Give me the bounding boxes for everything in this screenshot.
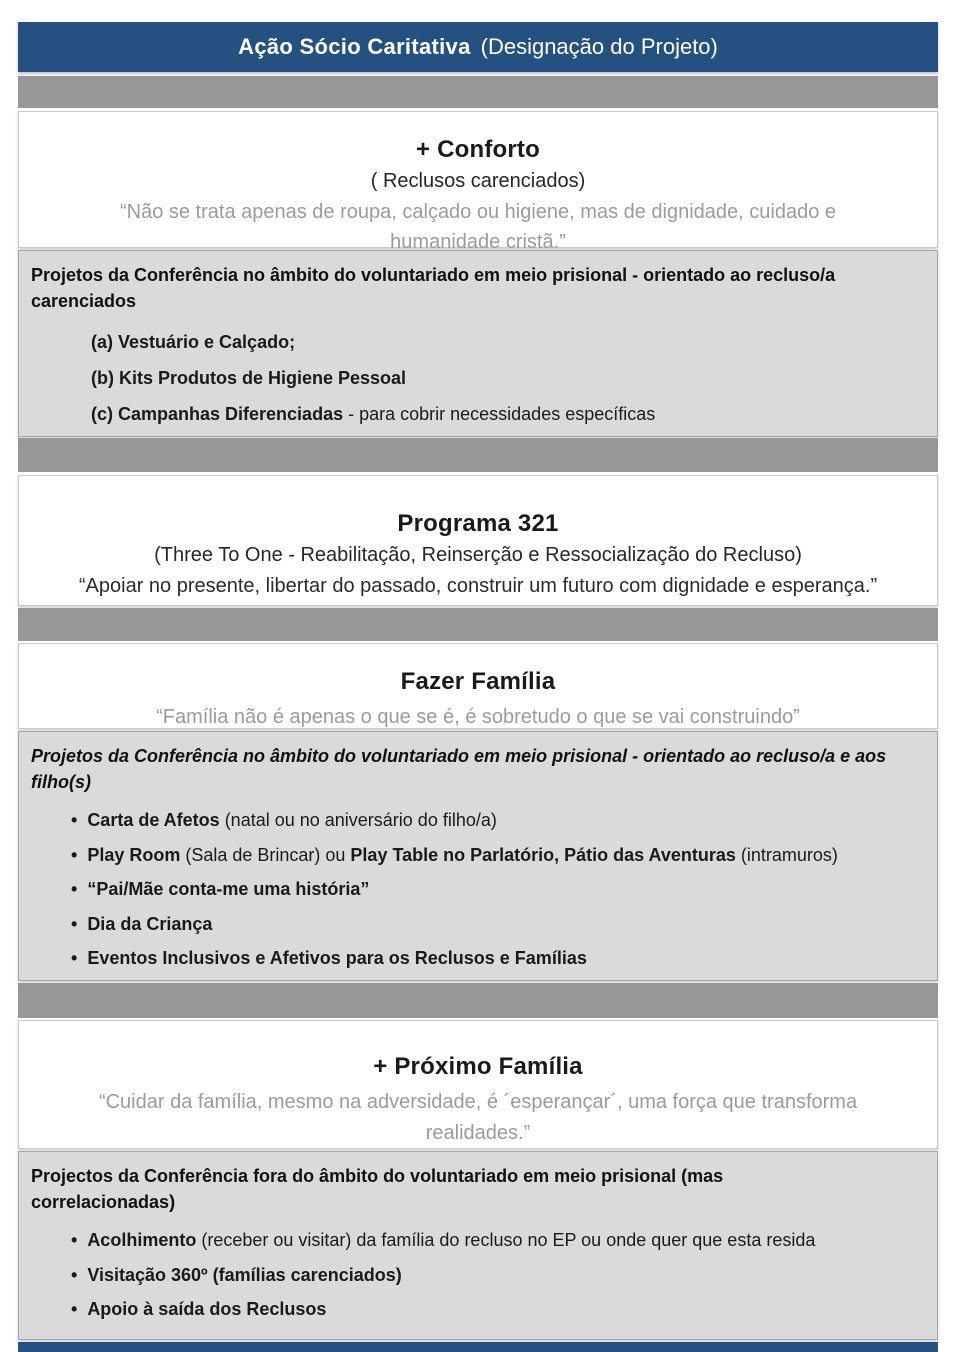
list-item-text: Carta de Afetos xyxy=(87,810,220,831)
list-item-text: - para cobrir necessidades específicas xyxy=(343,404,656,425)
list-item xyxy=(71,810,925,832)
list-item xyxy=(91,404,925,425)
list-item-text: “Pai/Mãe conta-me uma história” xyxy=(87,879,370,900)
section-quote-fazer: “Família não é apenas o que se é, é sobretudo o que se vai construindo” xyxy=(156,706,800,728)
list-item-text: Play Room xyxy=(87,844,181,865)
bullet-icon: • xyxy=(71,844,78,865)
project-title-bar xyxy=(18,22,938,72)
section-programa-321 xyxy=(18,475,938,606)
list-item-text: Dia da Criança xyxy=(87,913,213,934)
list-item-text: Apoio à saída dos Reclusos xyxy=(87,1299,327,1320)
section-title-conforto: + Conforto xyxy=(416,136,540,163)
bullet-icon: • xyxy=(71,1264,78,1285)
list-item xyxy=(71,1265,925,1287)
list-item-text: Eventos Inclusivos e Afetivos para os Reclusos e Famílias xyxy=(87,948,587,969)
separator-band xyxy=(18,608,938,641)
projects-box-fazer xyxy=(18,731,938,981)
list-item xyxy=(71,1299,925,1321)
projects-heading-conforto: Projetos da Conferência no âmbito do voluntariado em meio prisional - orientado ao recluso/a carenciados xyxy=(31,265,836,311)
bullet-icon: • xyxy=(71,1299,78,1320)
section-fazer-familia xyxy=(18,643,938,729)
section-conforto xyxy=(18,111,938,253)
section-quote-conforto: “Não se trata apenas de roupa, calçado ou higiene, mas de dignidade, cuidado e humanidade cristã.” xyxy=(119,201,837,253)
bullet-icon: • xyxy=(71,948,78,969)
list-item-text: (c) Campanhas Diferenciadas xyxy=(91,404,344,425)
section-subtitle-conforto: ( Reclusos carenciados) xyxy=(370,170,586,192)
section-subtitle-programa: (Three To One - Reabilitação, Reinserção e Ressocialização do Recluso) xyxy=(154,544,802,566)
bullet-icon: • xyxy=(71,810,78,831)
list-item xyxy=(71,948,925,970)
list-item-text: (receber ou visitar) da família do recluso no EP ou onde quer que esta resida xyxy=(196,1230,816,1251)
next-section-header-edge xyxy=(18,1342,938,1352)
section-title-proximo: + Próximo Família xyxy=(373,1053,583,1080)
list-item-text: (a) Vestuário e Calçado; xyxy=(91,332,296,353)
projects-list-fazer xyxy=(71,810,925,970)
section-title-fazer: Fazer Família xyxy=(400,668,556,695)
list-item xyxy=(71,914,925,936)
separator-band xyxy=(18,76,938,108)
section-title-programa: Programa 321 xyxy=(397,510,559,537)
list-item-text: (natal ou no aniversário do filho/a) xyxy=(219,810,497,831)
list-item xyxy=(71,879,925,901)
projects-list-proximo xyxy=(71,1230,925,1321)
bullet-icon: • xyxy=(71,1230,78,1251)
separator-band xyxy=(18,983,938,1018)
bullet-icon: • xyxy=(71,913,78,934)
list-item xyxy=(71,845,925,867)
project-title: Ação Sócio Caritativa xyxy=(238,34,471,59)
section-proximo-familia xyxy=(18,1020,938,1149)
projects-heading-fazer: Projetos da Conferência no âmbito do voluntariado em meio prisional - orientado ao recluso/a e aos filho(s) xyxy=(31,746,887,792)
projects-heading-proximo: Projectos da Conferência fora do âmbito do voluntariado em meio prisional (mas correlacionadas) xyxy=(31,1166,724,1212)
list-item xyxy=(91,368,925,389)
list-item-text: (intramuros) xyxy=(735,844,838,865)
list-item-text: Play Table no Parlatório, Pátio das Aventuras xyxy=(350,844,736,865)
list-item-text: Acolhimento xyxy=(87,1230,197,1251)
projects-box-proximo xyxy=(18,1151,938,1340)
project-title-designation: (Designação do Projeto) xyxy=(480,34,718,59)
section-quote-proximo: “Cuidar da família, mesmo na adversidade, é ´esperançar´, uma força que transforma realidades.” xyxy=(98,1091,858,1144)
bullet-icon: • xyxy=(71,879,78,900)
section-quote-programa: “Apoiar no presente, libertar do passado, construir um futuro com dignidade e esperança.” xyxy=(78,575,878,597)
projects-list-conforto xyxy=(91,332,925,425)
list-item-text: (Sala de Brincar) ou xyxy=(180,844,351,865)
list-item xyxy=(71,1230,925,1252)
list-item xyxy=(91,332,925,353)
list-item-text: (b) Kits Produtos de Higiene Pessoal xyxy=(91,368,407,389)
projects-box-conforto xyxy=(18,250,938,437)
separator-band xyxy=(18,438,938,472)
list-item-text: Visitação 360º (famílias carenciados) xyxy=(87,1264,402,1285)
